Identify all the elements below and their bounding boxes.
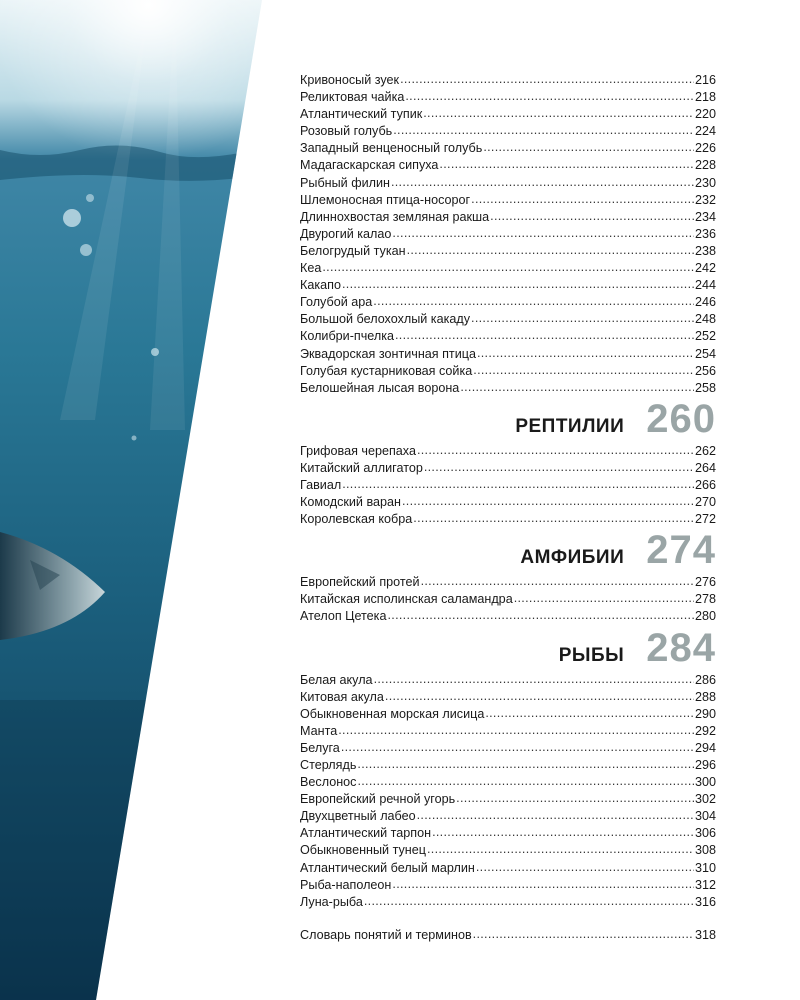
toc-entry[interactable]	[300, 757, 716, 774]
dot-leader	[421, 573, 694, 590]
dot-leader	[485, 705, 694, 722]
sections	[300, 396, 716, 911]
dot-leader	[357, 756, 694, 773]
entry-title: Реликтовая чайка	[300, 90, 405, 105]
toc-entry[interactable]	[300, 226, 716, 243]
dot-leader	[364, 893, 694, 910]
section-page-number: 274	[646, 528, 716, 573]
toc-entry[interactable]	[300, 494, 716, 511]
toc-entry[interactable]	[300, 123, 716, 140]
toc-entry[interactable]	[300, 774, 716, 791]
toc-entry[interactable]	[300, 511, 716, 528]
entry-title: Белогрудый тукан	[300, 243, 406, 258]
dot-leader	[342, 476, 694, 493]
entry-page: 244	[694, 278, 716, 293]
entry-title: Луна-рыба	[300, 894, 363, 909]
entry-title: Китовая акула	[300, 689, 384, 704]
entry-page: 292	[694, 723, 716, 738]
dot-leader	[473, 362, 694, 379]
toc-entry[interactable]	[300, 791, 716, 808]
entry-page: 308	[694, 843, 716, 858]
entry-title: Какапо	[300, 278, 341, 293]
entry-page: 234	[694, 209, 716, 224]
dot-leader	[417, 442, 694, 459]
dot-leader	[405, 88, 694, 105]
dot-leader	[476, 859, 694, 876]
entry-title: Европейский речной угорь	[300, 792, 456, 807]
dot-leader	[407, 242, 694, 259]
toc-entry[interactable]	[300, 877, 716, 894]
entry-title: Словарь понятий и терминов	[300, 927, 472, 942]
dot-leader	[392, 225, 694, 242]
entry-page: 288	[694, 689, 716, 704]
dot-leader	[393, 122, 694, 139]
toc-entry[interactable]	[300, 723, 716, 740]
dot-leader	[417, 807, 694, 824]
entry-page: 218	[694, 90, 716, 105]
entry-page: 270	[694, 495, 716, 510]
entry-page: 312	[694, 877, 716, 892]
dot-leader	[342, 276, 694, 293]
toc-entry[interactable]	[300, 808, 716, 825]
toc-entry[interactable]	[300, 860, 716, 877]
dot-leader	[460, 379, 694, 396]
glossary-entry[interactable]	[300, 927, 716, 944]
entry-title: Грифовая черепаха	[300, 443, 416, 458]
entry-page: 254	[694, 346, 716, 361]
toc-entry[interactable]	[300, 175, 716, 192]
entry-page: 316	[694, 894, 716, 909]
dot-leader	[514, 590, 694, 607]
entry-page: 238	[694, 243, 716, 258]
toc-entry[interactable]	[300, 443, 716, 460]
toc-entry[interactable]	[300, 106, 716, 123]
toc-entry[interactable]	[300, 574, 716, 591]
entry-title: Атлантический тарпон	[300, 826, 432, 841]
entry-title: Кеа	[300, 261, 322, 276]
entry-page: 248	[694, 312, 716, 327]
dot-leader	[471, 191, 694, 208]
entry-page: 230	[694, 175, 716, 190]
entry-page: 286	[694, 672, 716, 687]
dot-leader	[490, 208, 694, 225]
entry-title: Белая акула	[300, 672, 373, 687]
section-page-number: 260	[646, 396, 716, 441]
entry-page: 242	[694, 261, 716, 276]
dot-leader	[387, 607, 694, 624]
entry-title: Длиннохвостая земляная ракша	[300, 209, 490, 224]
entry-page: 280	[694, 609, 716, 624]
section-name: РЕПТИЛИИ	[515, 415, 625, 437]
toc-entry[interactable]	[300, 740, 716, 757]
dot-leader	[456, 790, 694, 807]
dot-leader	[471, 310, 694, 327]
dot-leader	[413, 510, 694, 527]
entry-page: 306	[694, 826, 716, 841]
dot-leader	[341, 739, 694, 756]
entry-title: Атлантический тупик	[300, 107, 423, 122]
section-heading[interactable]	[300, 396, 716, 441]
entry-title: Эквадорская зонтичная птица	[300, 346, 476, 361]
entry-title: Западный венценосный голубь	[300, 141, 483, 156]
dot-leader	[424, 459, 694, 476]
entry-title: Рыбный филин	[300, 175, 390, 190]
dot-leader	[392, 876, 694, 893]
dot-leader	[402, 493, 694, 510]
toc-entry[interactable]	[300, 140, 716, 157]
entry-page: 276	[694, 575, 716, 590]
toc-entry[interactable]	[300, 328, 716, 345]
entry-title: Мадагаскарская сипуха	[300, 158, 439, 173]
toc-entry[interactable]	[300, 894, 716, 911]
section-heading[interactable]	[300, 528, 716, 573]
entry-title: Манта	[300, 723, 338, 738]
entry-title: Колибри-пчелка	[300, 329, 394, 344]
toc-entry[interactable]	[300, 346, 716, 363]
section-name: АМФИБИИ	[520, 547, 625, 569]
toc-entry[interactable]	[300, 380, 716, 397]
entry-page: 216	[694, 73, 716, 87]
dot-leader	[432, 824, 694, 841]
entry-page: 300	[694, 775, 716, 790]
entry-title: Ателоп Цетека	[300, 609, 387, 624]
entry-title: Европейский протей	[300, 575, 420, 590]
entry-title: Гавиал	[300, 477, 342, 492]
entry-title: Стерлядь	[300, 758, 357, 772]
entry-title: Рыба-наполеон	[300, 877, 392, 892]
dot-leader	[395, 327, 694, 344]
dot-leader	[439, 156, 694, 173]
entry-page: 318	[694, 927, 716, 942]
dot-leader	[322, 259, 694, 276]
entry-page: 310	[694, 860, 716, 875]
toc-entry[interactable]	[300, 243, 716, 260]
entry-title: Двухцветный лабео	[300, 809, 416, 824]
section-name: РЫБЫ	[558, 644, 625, 666]
dot-leader	[385, 688, 694, 705]
entry-title: Голубая кустарниковая сойка	[300, 363, 473, 378]
dot-leader	[427, 841, 694, 858]
entry-title: Обыкновенная морская лисица	[300, 706, 485, 721]
entry-page: 262	[694, 443, 716, 458]
toc-entry[interactable]	[300, 294, 716, 311]
entry-page: 272	[694, 512, 716, 527]
toc-entry[interactable]	[300, 157, 716, 174]
toc-entry[interactable]	[300, 277, 716, 294]
toc-entry[interactable]	[300, 192, 716, 209]
dot-leader	[483, 139, 694, 156]
entry-title: Веслонос	[300, 775, 357, 790]
toc-entry[interactable]	[300, 591, 716, 608]
entry-page: 290	[694, 706, 716, 721]
entry-title: Комодский варан	[300, 495, 401, 510]
section-heading[interactable]	[300, 625, 716, 670]
entry-page: 302	[694, 792, 716, 807]
dot-leader	[373, 293, 694, 310]
toc-entry[interactable]	[300, 363, 716, 380]
dot-leader	[374, 671, 694, 688]
toc-entry[interactable]	[300, 672, 716, 689]
entry-page: 256	[694, 363, 716, 378]
section-page-number: 284	[646, 625, 716, 670]
entry-page: 236	[694, 226, 716, 241]
entry-title: Двурогий калао	[300, 226, 392, 241]
entry-page: 228	[694, 158, 716, 173]
entry-title: Белошейная лысая ворона	[300, 380, 460, 395]
entry-page: 266	[694, 477, 716, 492]
entry-page: 296	[694, 758, 716, 772]
dot-leader	[338, 722, 694, 739]
birds-entries	[300, 72, 716, 397]
entry-page: 278	[694, 592, 716, 607]
dot-leader	[391, 174, 694, 191]
entry-title: Обыкновенный тунец	[300, 843, 426, 858]
dot-leader	[400, 71, 694, 88]
entry-page: 232	[694, 192, 716, 207]
entry-page: 258	[694, 380, 716, 395]
toc-entry[interactable]	[300, 311, 716, 328]
toc-entry[interactable]	[300, 689, 716, 706]
table-of-contents	[300, 72, 716, 944]
entry-page: 224	[694, 124, 716, 139]
toc-entry[interactable]	[300, 460, 716, 477]
entry-title: Розовый голубь	[300, 124, 393, 139]
entry-page: 294	[694, 740, 716, 755]
dot-leader	[357, 773, 694, 790]
toc-entry[interactable]	[300, 842, 716, 859]
entry-page: 304	[694, 809, 716, 824]
toc-entry[interactable]	[300, 72, 716, 89]
entry-title: Кривоносый зуек	[300, 73, 400, 87]
dot-leader	[477, 345, 694, 362]
toc-entry[interactable]	[300, 477, 716, 494]
toc-entry[interactable]	[300, 260, 716, 277]
entry-page: 264	[694, 460, 716, 475]
entry-title: Белуга	[300, 740, 340, 755]
entry-page: 226	[694, 141, 716, 156]
entry-title: Голубой ара	[300, 295, 373, 310]
entry-title: Атлантический белый марлин	[300, 860, 475, 875]
toc-entry[interactable]	[300, 608, 716, 625]
entry-title: Шлемоносная птица-носорог	[300, 192, 471, 207]
toc-entry[interactable]	[300, 706, 716, 723]
toc-entry[interactable]	[300, 825, 716, 842]
entry-page: 220	[694, 107, 716, 122]
dot-leader	[473, 926, 694, 943]
entry-title: Китайский аллигатор	[300, 460, 423, 475]
entry-page: 252	[694, 329, 716, 344]
toc-entry[interactable]	[300, 89, 716, 106]
toc-entry[interactable]	[300, 209, 716, 226]
dot-leader	[423, 105, 694, 122]
entry-page: 246	[694, 295, 716, 310]
entry-title: Китайская исполинская саламандра	[300, 592, 513, 607]
entry-title: Королевская кобра	[300, 512, 413, 527]
entry-title: Большой белохохлый какаду	[300, 312, 471, 327]
